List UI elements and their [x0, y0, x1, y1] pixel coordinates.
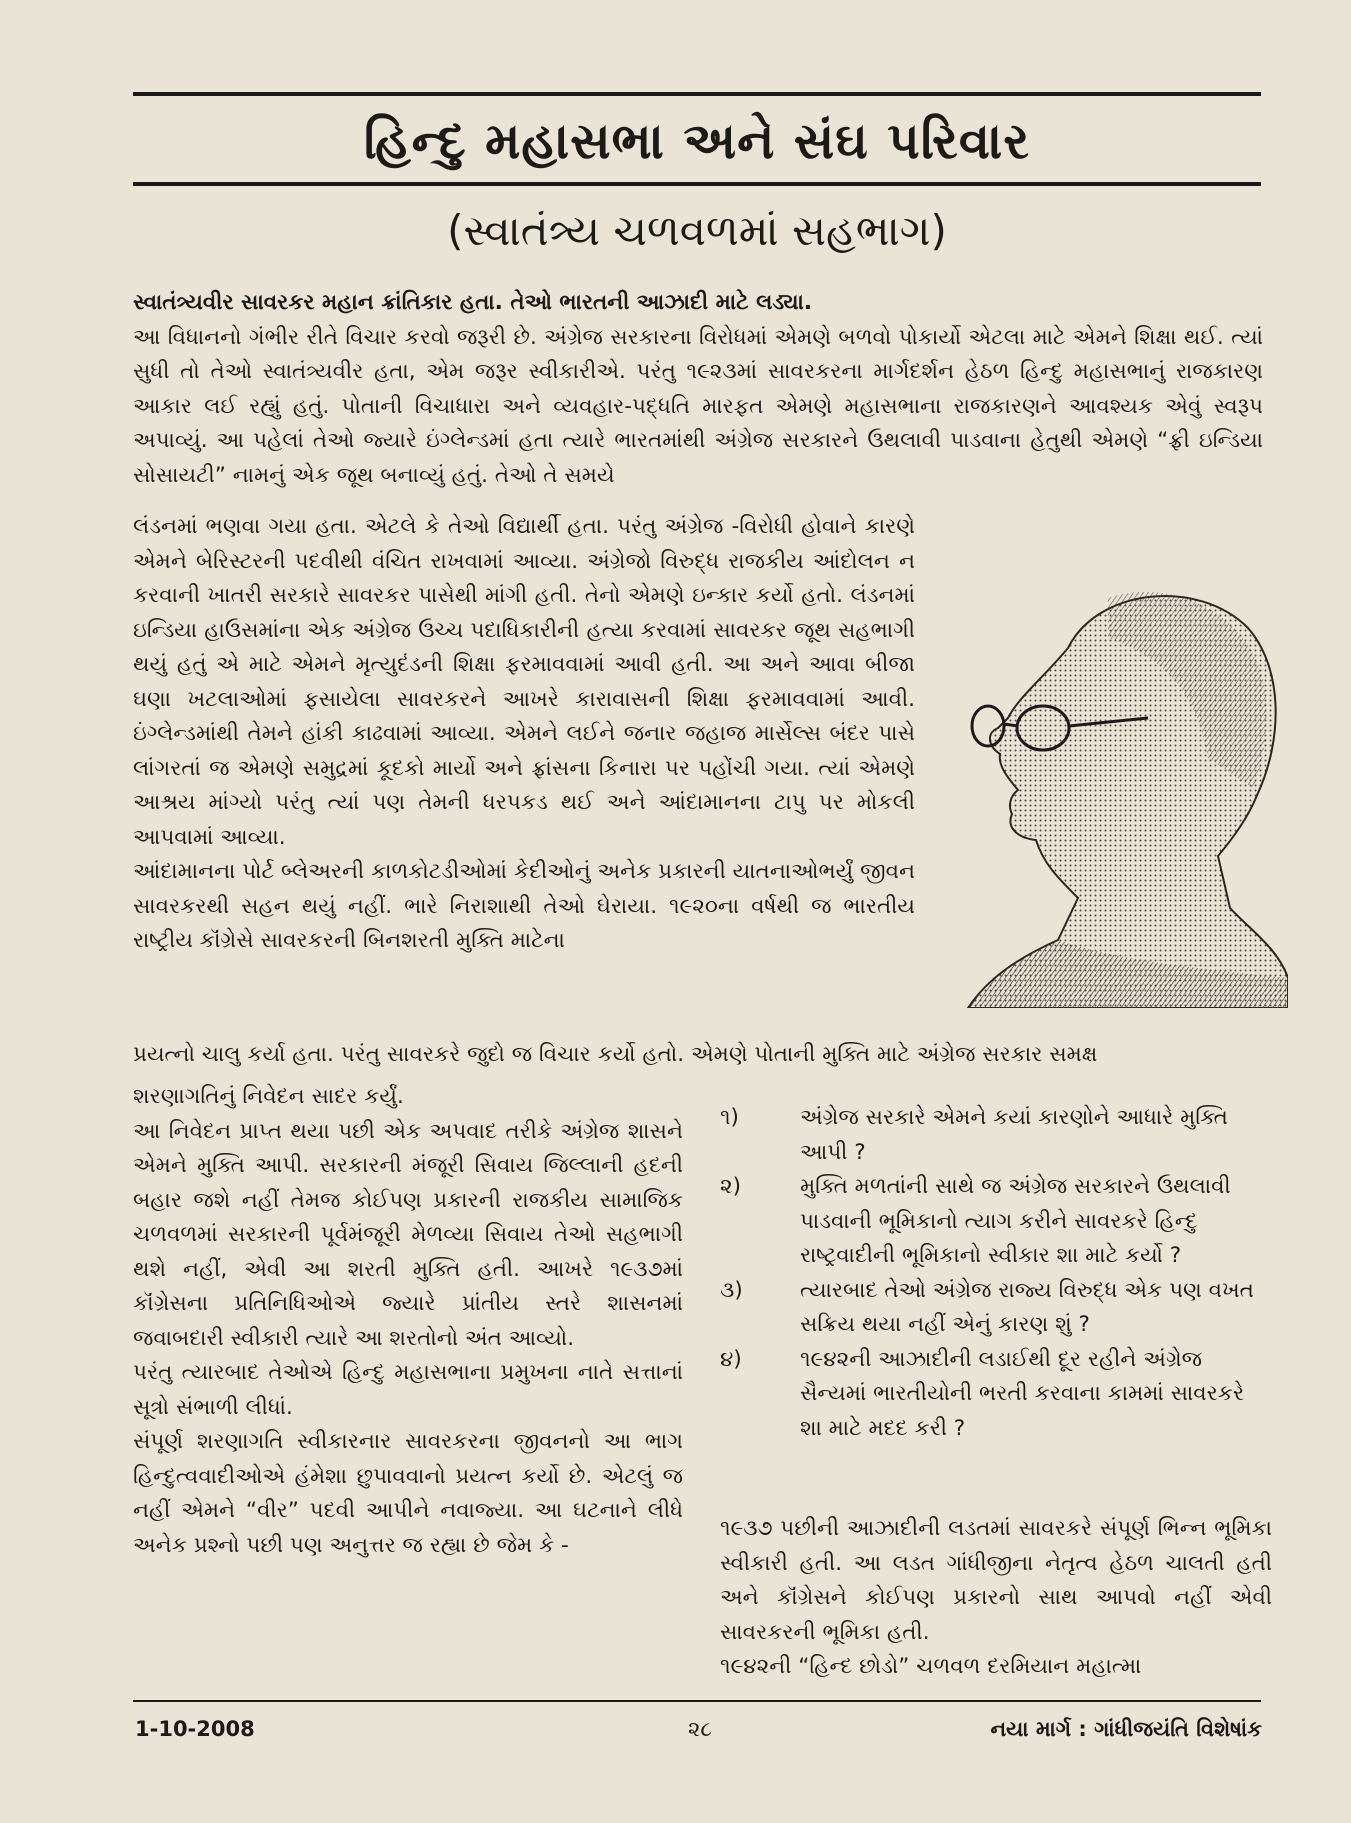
- list-item: [720, 1274, 1272, 1343]
- savarkar-portrait-illustration: [948, 578, 1288, 1008]
- left-column-upper: [133, 510, 915, 959]
- title-bottom-rule: [133, 182, 1261, 186]
- paragraph-1937: ૧૯૩૭ પછીની આઝાદીની લડતમાં સાવરકરે સંપૂર્ણ ભિન્ન ભૂમિકા સ્વીકારી હતી. આ લડત ગાંધીજીના નેતૃત્વ હેઠળ ચાલતી હતી અને કૉંગ્રેસને કોઈપણ પ્રકારનો સાથ આપવો નહીં એવી સાવરકરની ભૂમિકા હતી.: [720, 1516, 1272, 1645]
- paragraph-surrender: શરણાગતિનું નિવેદન સાદર કર્યું.: [133, 1084, 404, 1109]
- list-item-text: ત્યારબાદ તેઓ અંગ્રેજ રાજ્ય વિરુદ્ધ એક પણ વખત સક્રિય થયા નહીં એનું કારણ શું ?: [800, 1277, 1254, 1337]
- bottom-left-column: [133, 1080, 683, 1563]
- list-item-number: ૧): [720, 1105, 739, 1130]
- paragraph-quit-india: ૧૯૪૨ની “હિન્દ છોડો” ચળવળ દરમિયાન મહાત્મા: [720, 1654, 1142, 1679]
- list-item: [720, 1343, 1272, 1447]
- publication-name: નયા માર્ગ : ગાંધીજયંતિ વિશેષાંક: [990, 1717, 1262, 1741]
- article-title: હિન્દુ મહાસભા અને સંઘ પરિવાર: [363, 112, 1031, 170]
- intro-block: [133, 286, 1263, 493]
- footer-date: 1-10-2008: [135, 1717, 255, 1741]
- paragraph-efforts: પ્રયત્નો ચાલુ કર્યા હતા. પરંતુ સાવરકરે જુદો જ વિચાર કર્યો હતો. એમણે પોતાની મુક્તિ માટે અંગ્રેજ સરકાર સમક્ષ: [133, 1042, 1098, 1067]
- full-width-line: [133, 1038, 1263, 1073]
- list-item-number: ૪): [720, 1346, 742, 1372]
- title-top-rule: [133, 92, 1261, 96]
- list-item: [720, 1170, 1272, 1274]
- paragraph-andaman: આંદામાનના પોર્ટ બ્લેઅરની કાળકોટડીઓમાં કેદીઓનું અનેક પ્રકારની યાતનાઓભર્યું જીવન સાવરકરથી સહન થયું નહીં. ભારે નિરાશાથી તેઓ ઘેરાયા. ૧૯૨૦ના વર્ષથી જ ભારતીય રાષ્ટ્રીય કૉંગ્રેસે સાવરકરની બિનશરતી મુક્તિ માટેના: [133, 859, 916, 953]
- paragraph-london: લંડનમાં ભણવા ગયા હતા. એટલે કે તેઓ વિદ્યાર્થી હતા. પરંતુ અંગ્રેજ -વિરોધી હોવાને કારણે એમને બેરિસ્ટરની પદવીથી વંચિત રાખવામાં આવ્યા. અંગ્રેજો વિરુદ્ધ રાજકીય આંદોલન ન કરવાની ખાતરી સરકારે સાવરકર પાસેથી માંગી હતી. તેનો એમણે ઇન્કાર કર્યો હતો. લંડનમાં ઇન્ડિયા હાઉસમાંના એક અંગ્રેજ ઉચ્ચ પદાધિકારીની હત્યા કરવામાં સાવરકર જૂથ સહભાગી થયું હતું એ માટે એમને મૃત્યુદંડની શિક્ષા ફરમાવવામાં આવી હતી. આ અને આવા બીજા ઘણા ખટલાઓમાં ફસાયેલા સાવરકરને આખરે કારાવાસની શિક્ષા ફરમાવવામાં આવી. ઇંગ્લેન્ડમાંથી તેમને હાંકી કાઢવામાં આવ્યા. એમને લઈને જનાર જહાજ માર્સેલ્સ બંદર પાસે લાંગરતાં જ એમણે સમુદ્રમાં કૂદકો માર્યો અને ફ્રાંસના કિનારા પર પહોંચી ગયા. ત્યાં એમણે આશ્રય માંગ્યો પરંતુ ત્યાં પણ તેમની ધરપકડ થઈ અને આંદામાનના ટાપુ પર મોકલી આપવામાં આવ્યા.: [133, 514, 915, 850]
- lead-line: સ્વાતંત્ર્યવીર સાવરકર મહાન ક્રાંતિકાર હતા. તેઓ ભારતની આઝાદી માટે લડ્યા.: [133, 290, 813, 315]
- bottom-right-column: [720, 1512, 1272, 1685]
- list-item: [720, 1101, 1272, 1170]
- paragraph-questions-intro: સંપૂર્ણ શરણાગતિ સ્વીકારનાર સાવરકરના જીવનનો આ ભાગ હિન્દુત્વવાદીઓએ હંમેશા છુપાવવાનો પ્રયત્ન કર્યો છે. એટલું જ નહીં એમને “વીર” પદવી આપીને નવાજ્યા. આ ઘટનાને લીધે અનેક પ્રશ્નો પછી પણ અનુત્તર જ રહ્યા છે જેમ કે -: [133, 1429, 683, 1558]
- list-item-number: ૨): [720, 1174, 742, 1199]
- article-subtitle: (સ્વાતંત્ર્ય ચળવળમાં સહભાગ): [447, 206, 947, 255]
- paragraph-release: આ નિવેદન પ્રાપ્ત થયા પછી એક અપવાદ તરીકે અંગ્રેજ શાસને એમને મુક્તિ આપી. સરકારની મંજૂરી સિવાય જિલ્લાની હદની બહાર જશે નહીં તેમજ કોઈપણ પ્રકારની રાજકીય સામાજિક ચળવળમાં સરકારની પૂર્વમંજૂરી મેળવ્યા સિવાય તેઓ સહભાગી થશે નહીં, એવી આ શરતી મુક્તિ હતી. આખરે ૧૯૩૭માં કૉંગ્રેસના પ્રતિનિધિઓએ જ્યારે પ્રાંતીય સ્તરે શાસનમાં જવાબદારી સ્વીકારી ત્યારે આ શરતોનો અંત આવ્યો.: [133, 1118, 683, 1351]
- page-number: ૨૮: [688, 1717, 712, 1741]
- list-item-text: અંગ્રેજ સરકારે એમને કયાં કારણોને આધારે મુક્તિ આપી ?: [800, 1105, 1228, 1165]
- list-item-text: મુક્તિ મળતાંની સાથે જ અંગ્રેજ સરકારને ઉથલાવી પાડવાની ભૂમિકાનો ત્યાગ કરીને સાવરકરે હિન્દુ રાષ્ટ્રવાદીની ભૂમિકાનો સ્વીકાર શા માટે કર્યો ?: [800, 1174, 1231, 1268]
- list-item-number: ૩): [720, 1277, 743, 1303]
- question-list: [720, 1101, 1272, 1446]
- paragraph-mahasabha: પરંતુ ત્યારબાદ તેઓએ હિન્દુ મહાસભાના પ્રમુખના નાતે સત્તાનાં સૂત્રો સંભાળી લીધાં.: [133, 1360, 683, 1420]
- footer-rule: [133, 1700, 1261, 1702]
- list-item-text: ૧૯૪૨ની આઝાદીની લડાઈથી દૂર રહીને અંગ્રેજ સૈન્યમાં ભારતીયોની ભરતી કરવાના કામમાં સાવરકરે શા માટે મદદ કરી ?: [800, 1346, 1245, 1441]
- intro-paragraph: આ વિધાનનો ગંભીર રીતે વિચાર કરવો જરૂરી છે. અંગ્રેજ સરકારના વિરોધમાં એમણે બળવો પોકાર્યો એટલા માટે એમને શિક્ષા થઈ. ત્યાં સુધી તો તેઓ સ્વાતંત્ર્યવીર હતા, એમ જરૂર સ્વીકારીએ. પરંતુ ૧૯૨૩માં સાવરકરના માર્ગદર્શન હેઠળ હિન્દુ મહાસભાનું રાજકારણ આકાર લઈ રહ્યું હતું. પોતાની વિચાધારા અને વ્યવહાર-પદ્ધતિ મારફત એમણે મહાસભાના રાજકારણને આવશ્યક એવું સ્વરૂપ અપાવ્યું. આ પહેલાં તેઓ જ્યારે ઇંગ્લેન્ડમાં હતા ત્યારે ભારતમાંથી અંગ્રેજ સરકારને ઉથલાવી પાડવાના હેતુથી એમણે “ફ્રી ઇન્ડિયા સોસાયટી” નામનું એક જૂથ બનાવ્યું હતું. તેઓ તે સમયે: [133, 324, 1263, 488]
